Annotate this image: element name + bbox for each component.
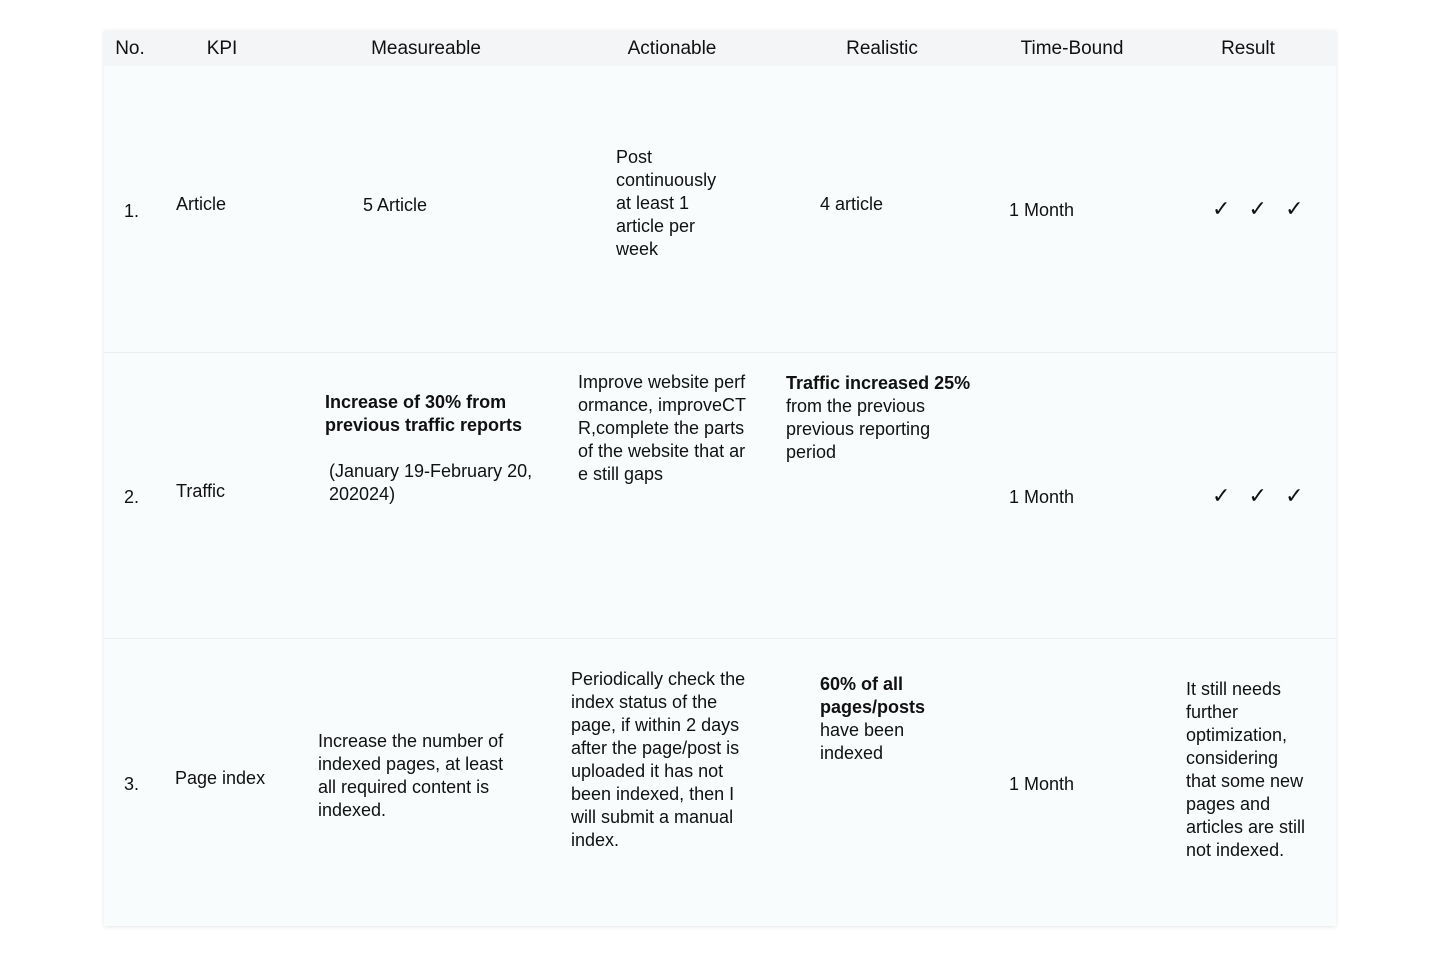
header-no: No. xyxy=(115,38,145,59)
kpi-cell: Traffic xyxy=(176,481,226,501)
header-kpi: KPI xyxy=(206,38,238,59)
actionable-cell: Post continuously at least 1 article per week xyxy=(616,147,717,259)
time-bound-cell: 1 Month xyxy=(1009,487,1075,507)
measureable-text: Increase the number of indexed pages, at least all required content is indexed. xyxy=(318,731,504,820)
time-bound-cell: 1 Month xyxy=(1009,774,1075,794)
header-realistic: Realistic xyxy=(846,38,918,59)
realistic-bold-text: 60% of all pages/posts xyxy=(820,674,926,717)
realistic-cell xyxy=(820,673,940,765)
actionable-cell: Periodically check the index status of the page, if within 2 days after the page/post is uploaded it has not been indexed, then I will submit a manual index. xyxy=(571,669,746,850)
actionable-cell: Improve website performance, improveCTR,complete the parts of the website that are still gaps xyxy=(578,372,747,484)
realistic-bold-text: Traffic increased 25% xyxy=(786,373,971,393)
realistic-cell xyxy=(820,193,883,216)
table-header xyxy=(104,30,1336,66)
header-result: Result xyxy=(1221,38,1275,59)
measureable-cell xyxy=(318,730,524,822)
realistic-cell xyxy=(786,372,982,464)
kpi-cell: Page index xyxy=(175,768,266,788)
realistic-text: 4 article xyxy=(820,194,884,214)
kpi-cell: Article xyxy=(176,194,227,214)
row-number: 2. xyxy=(124,487,140,507)
result-checkmarks: ✓ ✓ ✓ xyxy=(1212,196,1310,221)
header-measureable: Measureable xyxy=(371,38,481,59)
header-time-bound: Time-Bound xyxy=(1020,38,1124,59)
kpi-table xyxy=(104,30,1336,926)
result-checkmarks: ✓ ✓ ✓ xyxy=(1212,483,1310,508)
row-number: 3. xyxy=(124,774,140,794)
result-note: It still needs further optimization, considering that some new pages and articles are still not indexed. xyxy=(1186,679,1306,860)
measureable-cell xyxy=(363,194,427,217)
row-divider xyxy=(104,638,1336,639)
header-actionable: Actionable xyxy=(627,38,717,59)
realistic-text: from the previous previous reporting period xyxy=(786,396,931,462)
row-number: 1. xyxy=(124,201,140,221)
row-divider xyxy=(104,352,1336,353)
measureable-text: 5 Article xyxy=(363,195,428,215)
realistic-text: have been indexed xyxy=(820,720,905,763)
measureable-bold-text: Increase of 30% from previous traffic reports xyxy=(325,392,523,435)
measureable-text: (January 19-February 20, 202024) xyxy=(329,461,533,504)
measureable-cell xyxy=(325,391,535,506)
time-bound-cell: 1 Month xyxy=(1009,200,1075,220)
